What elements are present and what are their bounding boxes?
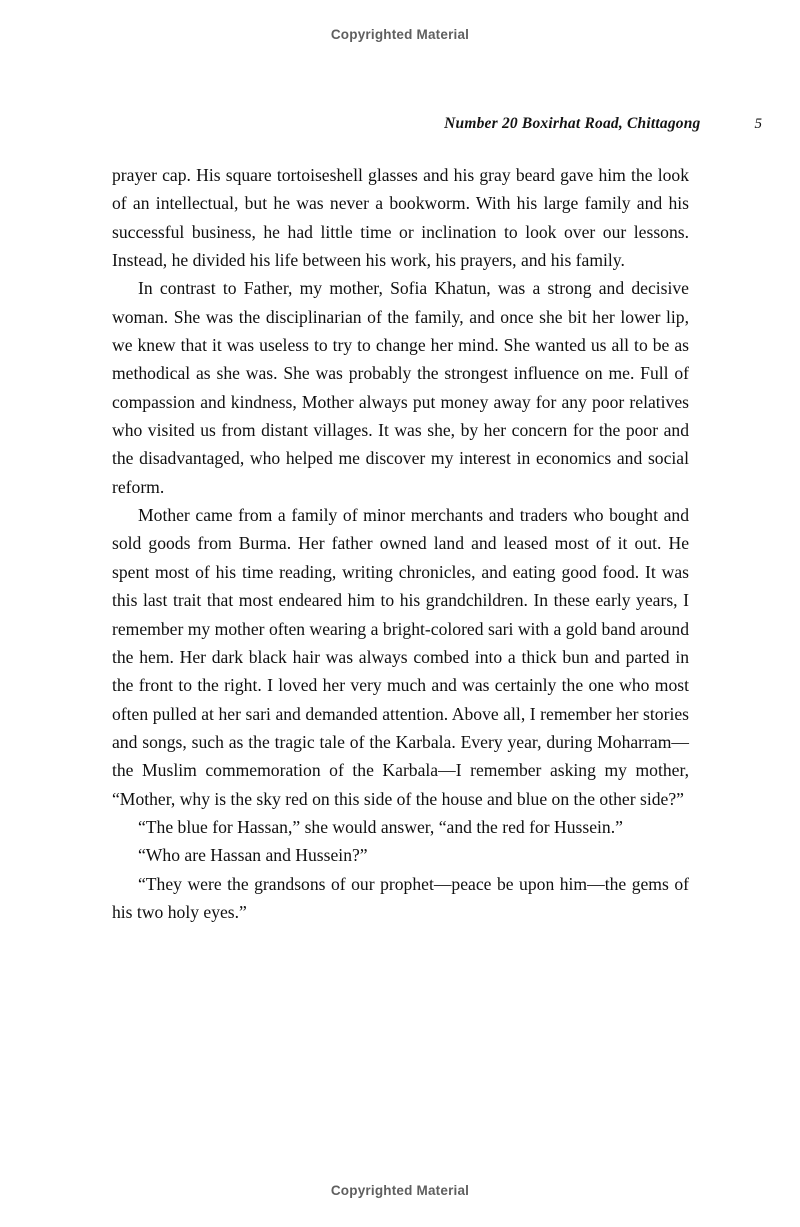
paragraph-5: “Who are Hassan and Hussein?” <box>138 845 368 866</box>
paragraph-6: “They were the grandsons of our prophet—peace be upon him—the gems of his two holy eyes.” <box>112 873 689 922</box>
paragraph-4: “The blue for Hassan,” she would answer, “and the red for Hussein.” <box>138 816 623 837</box>
body-text <box>112 161 689 926</box>
running-header <box>112 115 762 133</box>
paragraph-1: prayer cap. His square tortoiseshell glasses and his gray beard gave him the look of an intellectual, but he was never a bookworm. With his large family and his successful business, he had little time or inclination to look over our lessons. Instead, he divided his life between his work, his prayers, and his family. <box>112 165 689 271</box>
paragraph-3: Mother came from a family of minor merchants and traders who bought and sold goods from Burma. Her father owned land and leased most of it out. He spent most of his time reading, writing chronicles, and eating good food. It was this last trait that most endeared him to his grandchildren. In these early years, I remember my mother often wearing a bright-colored sari with a gold band around the hem. Her dark black hair was always combed into a thick bun and parted in the front to the right. I loved her very much and was certainly the one who most often pulled at her sari and demanded attention. Above all, I remember her stories and songs, such as the tragic tale of the Karbala. Every year, during Moharram—the Muslim commemoration of the Karbala—I remember asking my mother, “Mother, why is the sky red on this side of the house and blue on the other side?” <box>112 505 689 809</box>
page-number: 5 <box>754 116 762 132</box>
copyright-notice-bottom: Copyrighted Material <box>330 1183 470 1198</box>
copyright-notice-top: Copyrighted Material <box>330 27 470 42</box>
paragraph-2: In contrast to Father, my mother, Sofia Khatun, was a strong and decisive woman. She was the disciplinarian of the family, and once she bit her lower lip, we knew that it was useless to try to change her mind. She wanted us all to be as methodical as she was. She was probably the strongest influence on me. Full of compassion and kindness, Mother always put money away for any poor relatives who visited us from distant villages. It was she, by her concern for the poor and the disadvantaged, who helped me discover my interest in economics and social reform. <box>112 278 689 497</box>
chapter-title: Number 20 Boxirhat Road, Chittagong <box>444 115 701 132</box>
